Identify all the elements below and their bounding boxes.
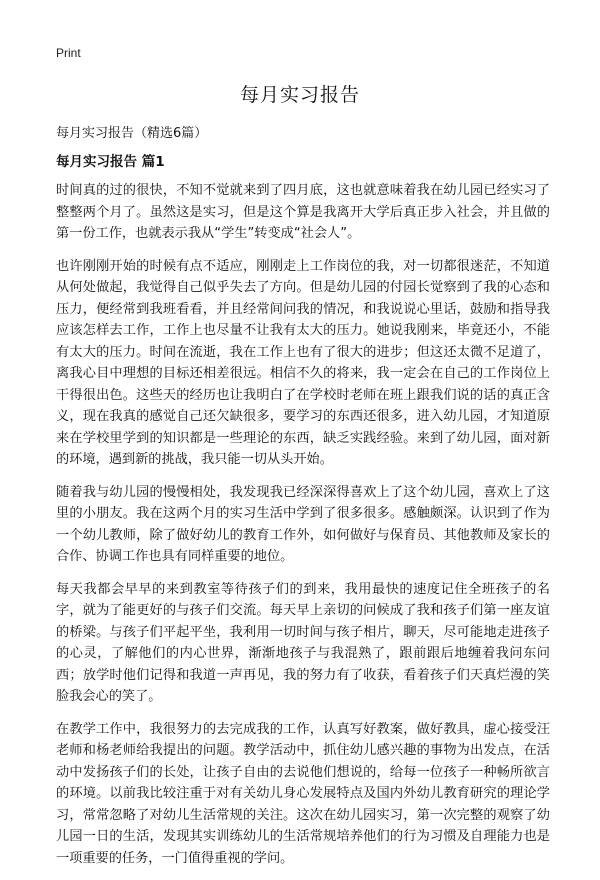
- paragraph-1: 时间真的过的很快，不知不觉就来到了四月底，这也就意味着我在幼儿园已经实习了整整两个月了。虽然这是实习，但是这个算是我离开大学后真正步入社会，并且做的第一份工作，也就表示我从“学生”转变成“社会人”。: [56, 183, 550, 241]
- document-subtitle: 每月实习报告（精选6篇）: [56, 126, 208, 141]
- article-body: [56, 180, 550, 880]
- paragraph-5: 在教学工作中，我很努力的去完成我的工作，认真写好教案，做好教具，虚心接受汪老师和杨老师给我提出的问题。教学活动中，抓住幼儿感兴趣的事物为出发点，在活动中发扬孩子们的长处，让孩子自由的去说他们想说的，给每一位孩子一种畅所欲言的环境。以前我比较注重于对有关幼儿身心发展特点及国内外幼儿教育研究的理论学习，常常忽略了对幼儿生活常规的关注。这次在幼儿园实习，第一次完整的观察了幼儿园一日的生活，发现其实训练幼儿的生活常规培养他们的行为习惯及自理能力也是一项重要的任务，一门值得重视的学问。: [56, 721, 550, 866]
- paragraph-2: 也许刚刚开始的时候有点不适应，刚刚走上工作岗位的我，对一切都很迷茫，不知道从何处做起，我觉得自己似乎失去了方向。但是幼儿园的付园长觉察到了我的心态和压力，便经常到我班看看，并且经常间问我的情况，和我说说心里话，鼓励和指导我应该怎样去工作，工作上也尽量不让我有太大的压力。她说我刚来，毕竟还小，不能有太大的压力。时间在流逝，我在工作上也有了很大的进步；但这还太微不足道了，离我心目中理想的目标还相差很远。相信不久的将来，我一定会在自己的工作岗位上干得很出色。这些天的经历也让我明白了在学校时老师在班上跟我们说的话的真正含义，现在我真的感觉自己还欠缺很多，要学习的东西还很多，进入幼儿园，才知道原来在学校里学到的知识都是一些理论的东西，缺乏实践经验。来到了幼儿园，面对新的环境，遇到新的挑战，我只能一切从头开始。: [56, 258, 550, 467]
- page-title: 每月实习报告: [239, 84, 360, 106]
- paragraph-3: 随着我与幼儿园的慢慢相处，我发现我已经深深得喜欢上了这个幼儿园，喜欢上了这里的小朋友。我在这两个月的实习生活中学到了很多很多。感触颇深。认识到了作为一个幼儿教师，除了做好幼儿的教育工作外，如何做好与保育员、其他教师及家长的合作、协调工作也具有同样重要的地位。: [56, 484, 550, 564]
- section-heading: 每月实习报告 篇1: [56, 154, 165, 170]
- print-link[interactable]: Print: [56, 46, 81, 60]
- paragraph-4: 每天我都会早早的来到教室等待孩子们的到来，我用最快的速度记住全班孩子的名字，就为了能更好的与孩子们交流。每天早上亲切的问候成了我和孩子们第一座友谊的桥梁。与孩子们平起平坐，我利用一切时间与孩子相片，聊天，尽可能地走进孩子的心灵，了解他们的内心世界，渐渐地孩子与我混熟了，跟前跟后地缠着我问东问西；放学时他们记得和我道一声再见，我的努力有了收获，看着孩子们天真烂漫的笑脸我会心的笑了。: [56, 581, 550, 704]
